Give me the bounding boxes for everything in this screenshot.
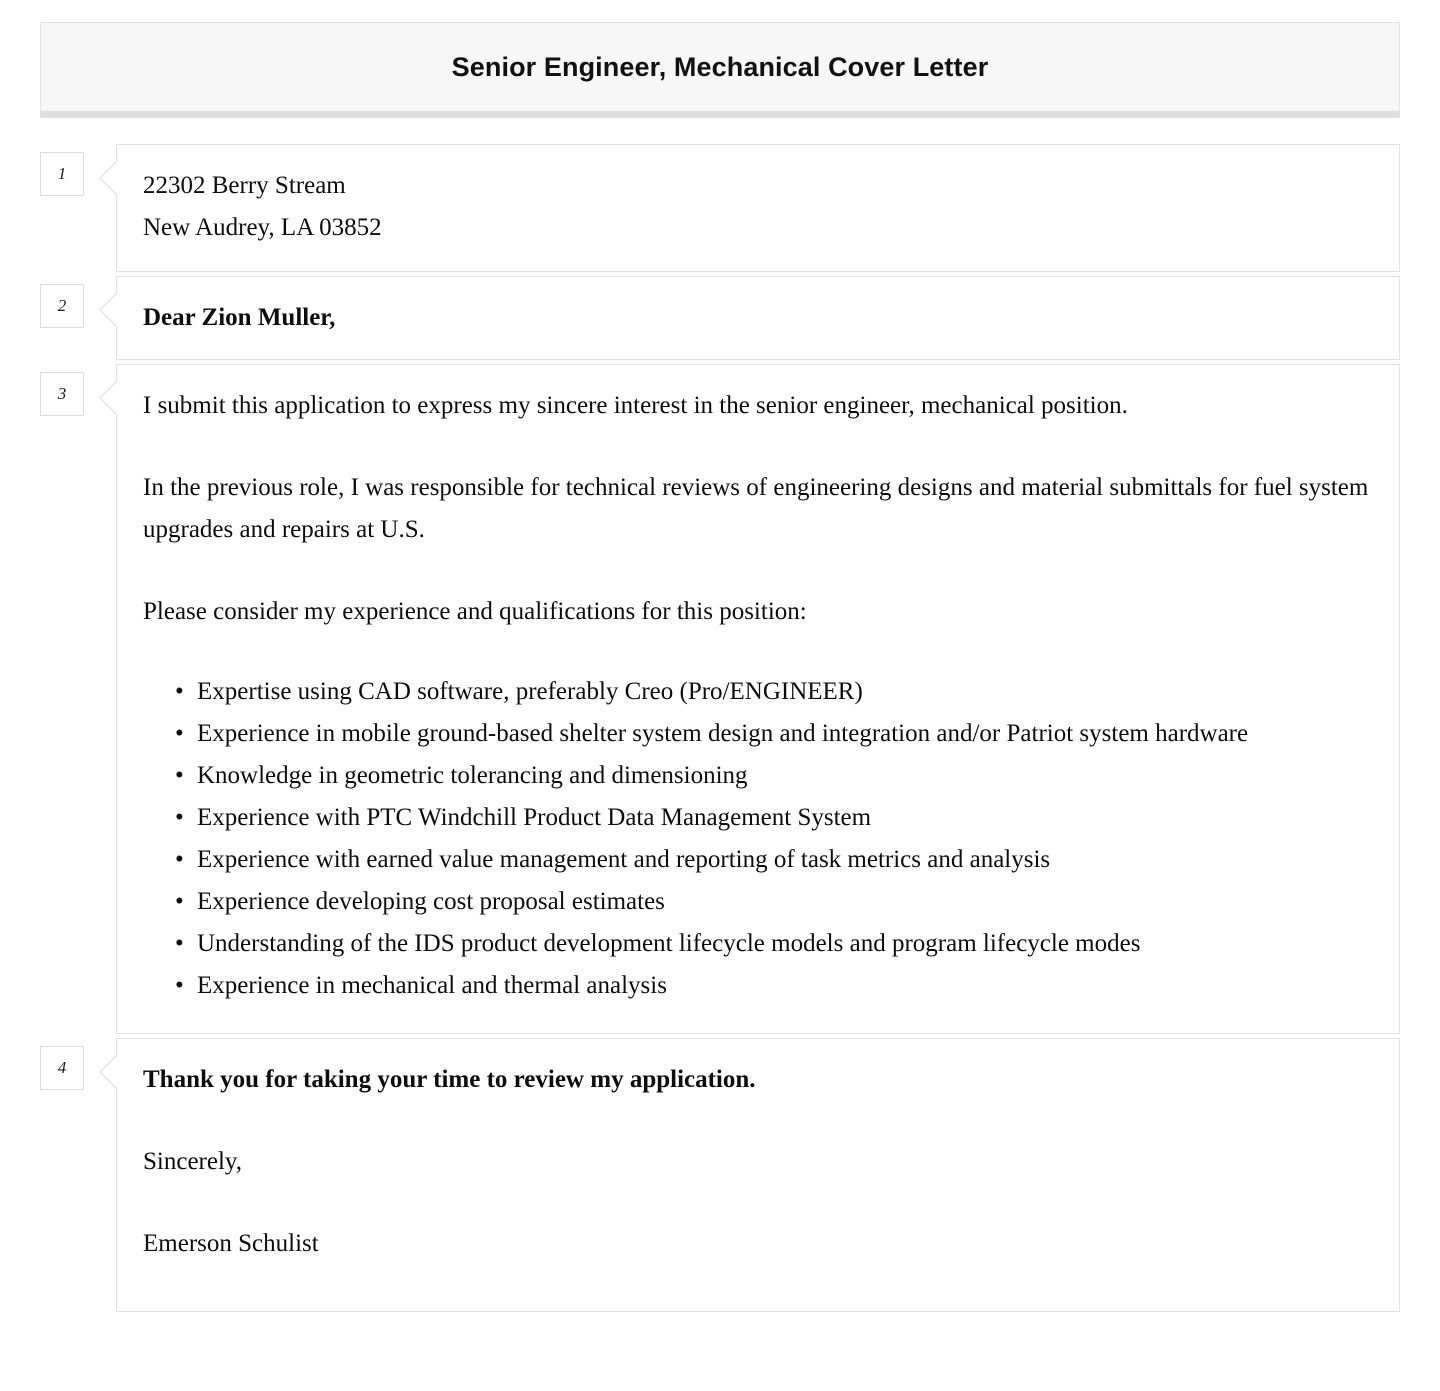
list-item: • Experience in mechanical and thermal analysis [197,965,1373,1007]
qualifications-list [143,671,1373,1007]
salutation-text: Dear Zion Muller, [143,304,336,331]
closing-thanks: Thank you for taking your time to review my application. [143,1066,756,1093]
salutation-card [116,276,1400,360]
list-item: • Experience with PTC Windchill Product Data Management System [197,797,1373,839]
page-title: Senior Engineer, Mechanical Cover Letter [451,51,989,82]
body-paragraph-2: In the previous role, I was responsible for technical reviews of engineering designs and material submittals for fuel system upgrades and repairs at U.S. [143,474,1369,543]
section-number-badge-3: 3 [40,372,84,416]
list-item: • Knowledge in geometric tolerancing and dimensioning [197,755,1373,797]
address-paragraph [143,165,1373,249]
list-item: • Experience in mobile ground-based shelter system design and integration and/or Patriot system hardware [197,713,1373,755]
list-item: • Understanding of the IDS product development lifecycle models and program lifecycle modes [197,923,1373,965]
list-item: • Experience with earned value management and reporting of task metrics and analysis [197,839,1373,881]
section-salutation [40,276,1400,360]
letter-sections [40,144,1400,1312]
section-number-badge-2: 2 [40,284,84,328]
address-line-1: 22302 Berry Stream [143,172,346,199]
section-closing [40,1038,1400,1312]
body-paragraph-3: Please consider my experience and qualifications for this position: [143,598,807,625]
cover-letter-page [0,22,1440,1312]
letter-body-card [116,364,1400,1034]
section-letter-body [40,364,1400,1034]
closing-card [116,1038,1400,1312]
sender-address-card [116,144,1400,272]
body-paragraph-1: I submit this application to express my sincere interest in the senior engineer, mechanical position. [143,392,1128,419]
closing-signature: Emerson Schulist [143,1230,319,1257]
section-sender-address [40,144,1400,272]
section-number-badge-1: 1 [40,152,84,196]
closing-signoff: Sincerely, [143,1148,243,1175]
list-item: • Expertise using CAD software, preferably Creo (Pro/ENGINEER) [197,671,1373,713]
document-header [40,22,1400,118]
address-line-2: New Audrey, LA 03852 [143,214,382,241]
list-item: • Experience developing cost proposal estimates [197,881,1373,923]
section-number-badge-4: 4 [40,1046,84,1090]
